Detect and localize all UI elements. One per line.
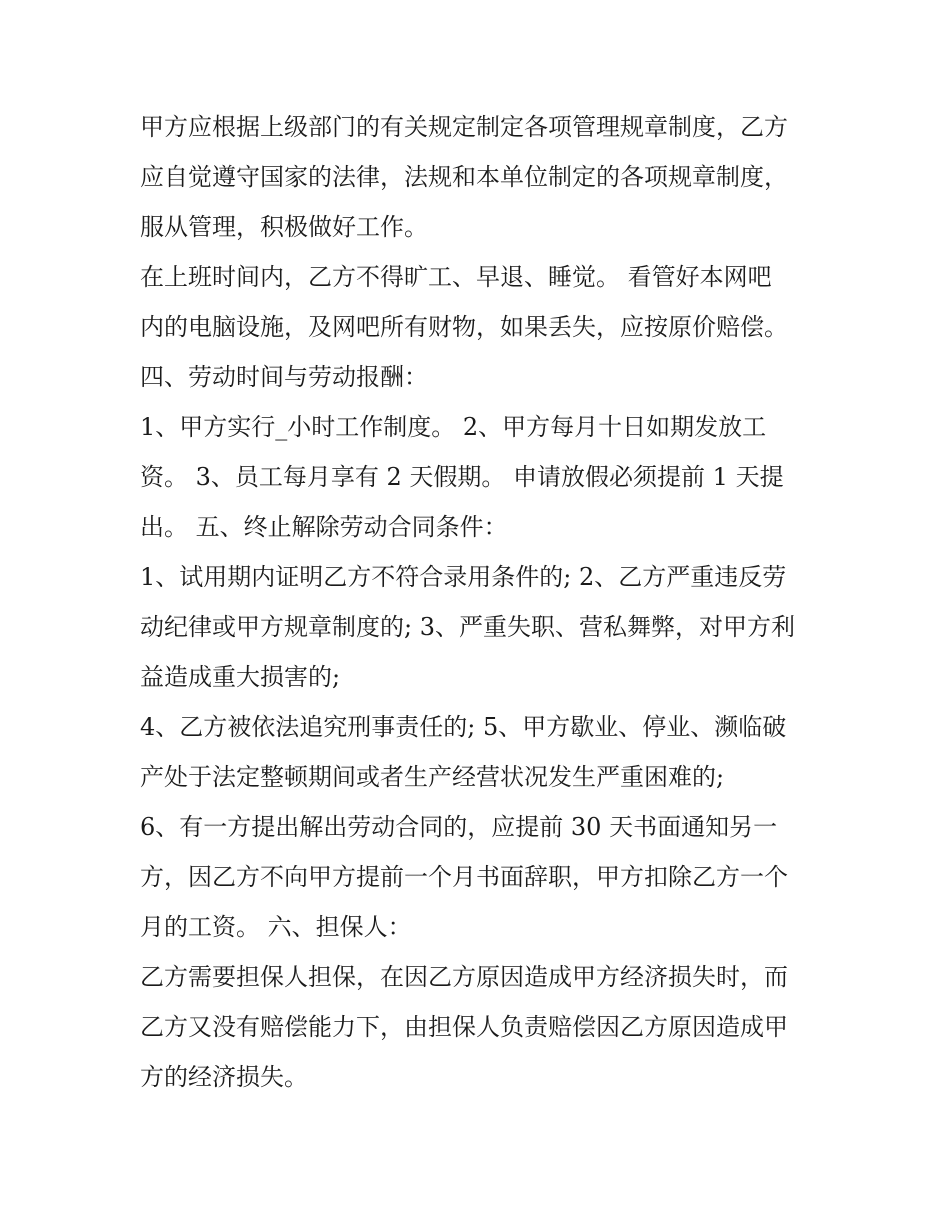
text-line: 方的经济损失。: [140, 1063, 308, 1091]
text-line: 方，因乙方不向甲方提前一个月书面辞职，甲方扣除乙方一个: [140, 863, 788, 891]
paragraph-rules-compliance: [140, 102, 820, 252]
text-line: 益造成重大损害的;: [140, 663, 341, 691]
text-line: 服从管理，积极做好工作。: [140, 213, 428, 241]
text-line: 在上班时间内，乙方不得旷工、早退、睡觉。 看管好本网吧: [140, 263, 772, 291]
paragraph-termination-conditions-1: [140, 552, 820, 702]
paragraph-work-hours-duty: [140, 252, 820, 352]
paragraph-notice-period: [140, 802, 820, 952]
text-line: 动纪律或甲方规章制度的; 3、严重失职、营私舞弊，对甲方利: [140, 613, 795, 641]
text-line: 4、乙方被依法追究刑事责任的; 5、甲方歇业、停业、濒临破: [140, 713, 787, 741]
text-line: 出。 五、终止解除劳动合同条件：: [140, 513, 508, 541]
text-line: 产处于法定整顿期间或者生产经营状况发生严重困难的;: [140, 763, 725, 791]
text-line: 内的电脑设施，及网吧所有财物，如果丢失，应按原价赔偿。: [140, 313, 788, 341]
text-line: 月的工资。 六、担保人：: [140, 913, 412, 941]
text-line: 乙方又没有赔偿能力下，由担保人负责赔偿因乙方原因造成甲: [140, 1013, 788, 1041]
text-line: 资。 3、员工每月享有 2 天假期。 申请放假必须提前 1 天提: [140, 463, 784, 491]
text-line: 甲方应根据上级部门的有关规定制定各项管理规章制度，乙方: [140, 113, 788, 141]
paragraph-guarantor: [140, 952, 820, 1102]
text-line: 乙方需要担保人担保，在因乙方原因造成甲方经济损失时，而: [140, 963, 788, 991]
text-line: 6、有一方提出解出劳动合同的，应提前 30 天书面通知另一: [140, 813, 778, 841]
text-line: 应自觉遵守国家的法律，法规和本单位制定的各项规章制度，: [140, 163, 788, 191]
section-heading-working-time-pay: [140, 352, 820, 402]
text-line: 四、劳动时间与劳动报酬：: [140, 363, 428, 391]
paragraph-work-schedule: [140, 402, 820, 552]
text-line: 1、试用期内证明乙方不符合录用条件的; 2、乙方严重违反劳: [140, 563, 787, 591]
document-page: [140, 102, 820, 1102]
paragraph-termination-conditions-2: [140, 702, 820, 802]
text-line: 1、甲方实行_小时工作制度。 2、甲方每月十日如期发放工: [140, 413, 767, 441]
